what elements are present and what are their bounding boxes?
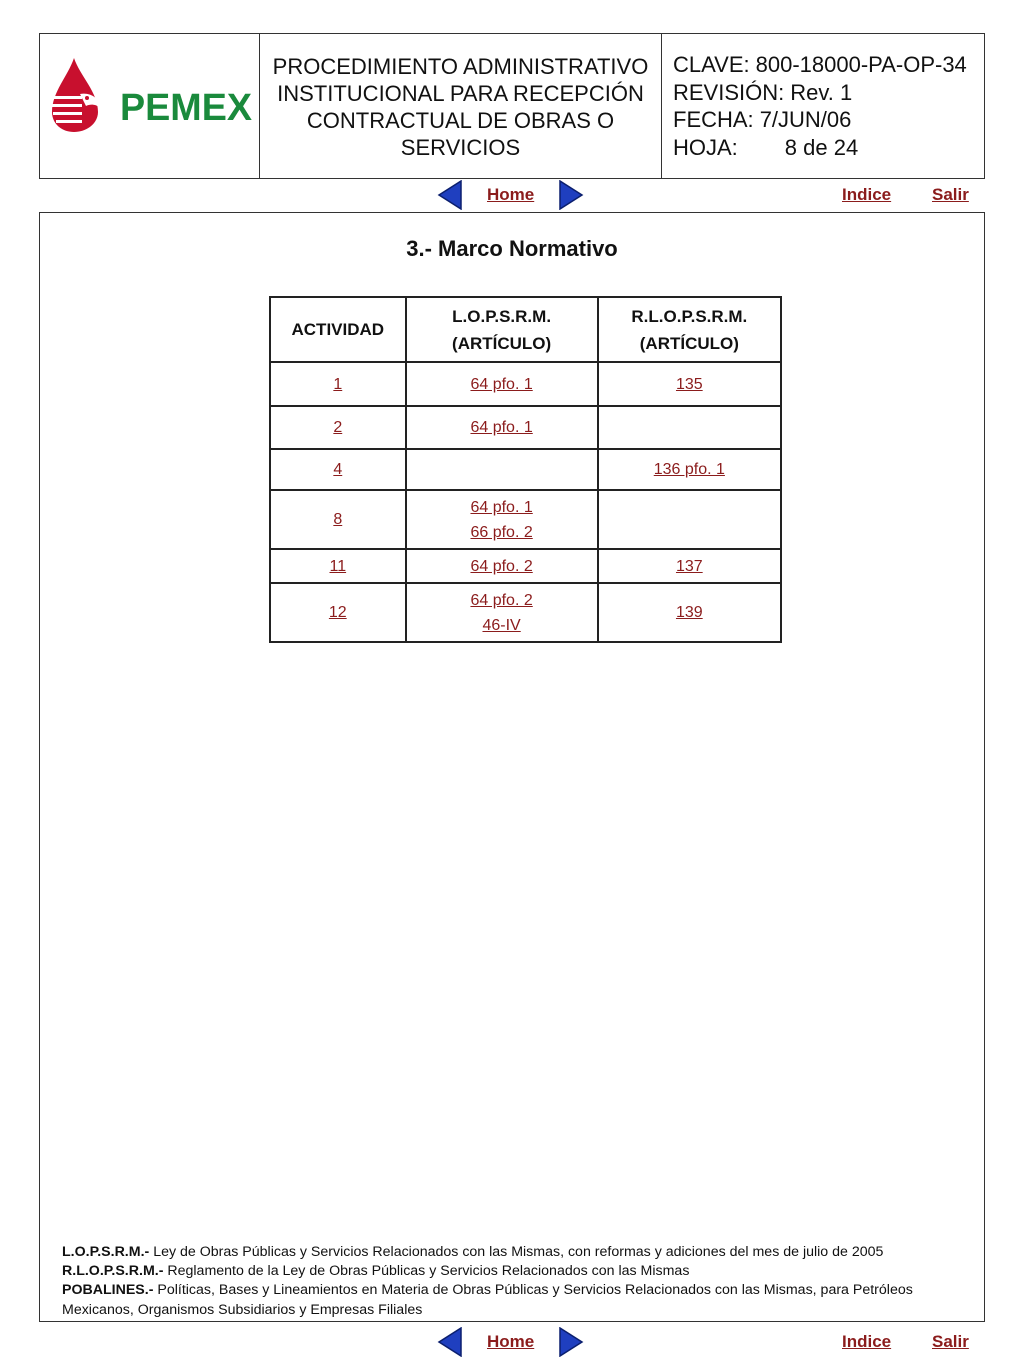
rlopsrm-article-link[interactable]: 136 pfo. 1 [653, 461, 725, 478]
lopsrm-article-link[interactable]: 66 pfo. 2 [470, 523, 533, 541]
rlopsrm-article-link[interactable]: 137 [675, 557, 703, 575]
actividad-link[interactable]: 12 [328, 604, 347, 621]
footnote-rlopsrm [62, 1262, 982, 1281]
actividad-cell [270, 549, 406, 583]
lopsrm-cell [406, 406, 598, 449]
document-title [260, 34, 662, 178]
content-frame [39, 212, 985, 1322]
rlopsrm-cell [598, 449, 781, 490]
rlopsrm-cell [598, 583, 781, 642]
fecha-value: 7/JUN/06 [759, 107, 852, 132]
header-lopsrm [406, 297, 598, 362]
lopsrm-article-link[interactable]: 64 pfo. 1 [470, 419, 533, 436]
table-row [270, 583, 781, 642]
actividad-link[interactable]: 8 [333, 511, 343, 528]
table-header-row [270, 297, 781, 362]
header-rlopsrm-line1: R.L.O.P.S.R.M. [631, 306, 748, 326]
fecha-label: FECHA: [673, 107, 754, 132]
lopsrm-article-link[interactable]: 64 pfo. 2 [470, 591, 533, 609]
pemex-wordmark: PEMEX [120, 87, 253, 129]
fecha-row [673, 106, 984, 134]
lopsrm-cell [406, 449, 598, 490]
actividad-link[interactable]: 4 [333, 461, 343, 478]
lopsrm-cell [406, 490, 598, 549]
actividad-cell [270, 490, 406, 549]
footnote-text: Reglamento de la Ley de Obras Públicas y Servicios Relacionados con las Mismas [163, 1263, 690, 1280]
table-row [270, 406, 781, 449]
actividad-cell [270, 449, 406, 490]
rlopsrm-cell [598, 490, 781, 549]
section-title: 3.- Marco Normativo [406, 236, 618, 261]
clave-row [673, 51, 984, 79]
footnote-term: L.O.P.S.R.M.- [62, 1244, 150, 1260]
title-line: INSTITUCIONAL PARA RECEPCIÓN [277, 81, 644, 106]
footnote-text: Políticas, Bases y Lineamientos en Materia de Obras Públicas y Servicios Relacionados con las Mismas, para Petróleos Mexicanos, Organismos Subsidiarios y Empresas Filiales [62, 1282, 913, 1318]
document-metadata [662, 34, 984, 178]
footnotes [62, 1243, 982, 1320]
lopsrm-article-link[interactable]: 64 pfo. 1 [470, 375, 533, 393]
rlopsrm-cell [598, 406, 781, 449]
actividad-link[interactable]: 11 [329, 557, 347, 575]
footnote-term: R.L.O.P.S.R.M.- [62, 1263, 164, 1280]
home-link[interactable]: Home [487, 185, 535, 204]
revision-label: REVISIÓN: [673, 79, 785, 105]
actividad-cell [270, 362, 406, 406]
rlopsrm-cell [598, 549, 781, 583]
title-line: SERVICIOS [400, 135, 521, 160]
table-row [270, 362, 781, 406]
title-line: CONTRACTUAL DE OBRAS O [306, 108, 615, 133]
title-line: PROCEDIMIENTO ADMINISTRATIVO [272, 54, 649, 79]
footnote-term: POBALINES.- [62, 1282, 154, 1299]
rlopsrm-cell [598, 362, 781, 406]
salir-link[interactable]: Salir [932, 185, 969, 204]
clave-value: 800-18000-PA-OP-34 [755, 52, 967, 77]
pemex-eagle-drop-icon [52, 58, 100, 132]
table-row [270, 490, 781, 549]
lopsrm-article-link[interactable]: 46-IV [482, 616, 521, 634]
normative-reference-table [269, 296, 782, 643]
hoja-value: 8 de 24 [784, 134, 859, 160]
footnote-pobalines [62, 1281, 982, 1319]
footnote-lopsrm [62, 1243, 982, 1262]
hoja-row [673, 134, 984, 162]
rlopsrm-article-link[interactable]: 139 [675, 604, 703, 621]
bottom-navigation [0, 1325, 1024, 1359]
lopsrm-article-link[interactable]: 64 pfo. 2 [470, 557, 533, 575]
lopsrm-cell [406, 583, 598, 642]
header-lopsrm-line1: L.O.P.S.R.M. [452, 306, 552, 326]
indice-link[interactable]: Indice [842, 185, 892, 204]
actividad-cell [270, 583, 406, 642]
rlopsrm-article-link[interactable]: 135 [675, 375, 703, 393]
hoja-label: HOJA: [673, 134, 738, 160]
arrow-left-icon[interactable] [437, 180, 463, 210]
arrow-left-icon[interactable] [437, 1327, 463, 1357]
arrow-right-icon[interactable] [558, 180, 584, 210]
actividad-link[interactable]: 2 [333, 419, 343, 436]
top-navigation [0, 178, 1024, 212]
indice-link[interactable]: Indice [842, 1332, 892, 1351]
lopsrm-cell [406, 549, 598, 583]
header-rlopsrm-line2: (ARTÍCULO) [639, 333, 739, 353]
lopsrm-article-link[interactable]: 64 pfo. 1 [470, 498, 533, 516]
table-row [270, 549, 781, 583]
logo-cell [40, 34, 260, 178]
actividad-cell [270, 406, 406, 449]
arrow-right-icon[interactable] [558, 1327, 584, 1357]
lopsrm-cell [406, 362, 598, 406]
salir-link[interactable]: Salir [932, 1332, 969, 1351]
document-header [39, 33, 985, 179]
table-row [270, 449, 781, 490]
header-lopsrm-line2: (ARTÍCULO) [452, 333, 552, 353]
home-link[interactable]: Home [487, 1332, 535, 1351]
footnote-text: Ley de Obras Públicas y Servicios Relacionados con las Mismas, con reformas y adiciones del mes de julio de 2005 [149, 1244, 884, 1260]
header-rlopsrm [598, 297, 781, 362]
clave-label: CLAVE: [673, 52, 750, 77]
revision-value: Rev. 1 [790, 79, 853, 105]
header-actividad: ACTIVIDAD [270, 297, 406, 362]
revision-row [673, 79, 984, 107]
pemex-logo [40, 34, 260, 180]
actividad-link[interactable]: 1 [333, 375, 343, 393]
